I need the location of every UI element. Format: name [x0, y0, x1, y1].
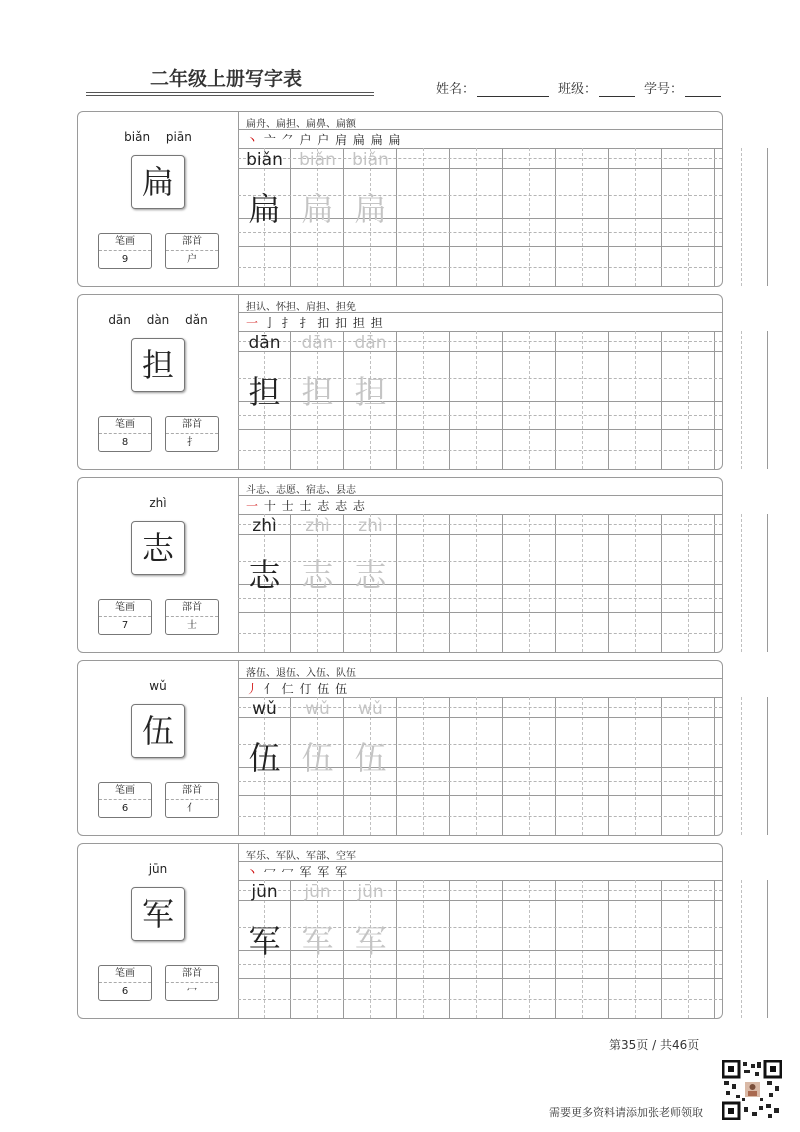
char-display: 志: [131, 521, 185, 575]
char-trace: 志: [301, 556, 334, 594]
pinyin-trace: dān: [301, 333, 334, 353]
char-model: 伍: [248, 739, 281, 777]
stroke-order: [246, 680, 348, 697]
char-info-panel: [78, 112, 239, 286]
writing-cell[interactable]: [715, 148, 768, 286]
stroke-count-label: 笔画: [99, 600, 151, 617]
writing-grid[interactable]: [238, 697, 722, 835]
class-blank[interactable]: [599, 84, 635, 97]
char-trace: 担: [354, 373, 387, 411]
practice-panel: [238, 478, 722, 652]
pinyin-model: dān: [248, 333, 281, 353]
stroke-count-label: 笔画: [99, 234, 151, 251]
writing-cell[interactable]: [715, 880, 768, 1018]
example-words: 斗志、志愿、宿志、县志: [246, 485, 356, 496]
example-words: 担认、怀担、肩担、担免: [246, 302, 356, 313]
stroke-count-box: [98, 965, 152, 1001]
title-underline: [86, 92, 374, 93]
example-words: 军乐、军队、军部、空军: [246, 851, 356, 862]
practice-panel: [238, 295, 722, 469]
char-display: 军: [131, 887, 185, 941]
pinyin-model: wǔ: [252, 699, 277, 719]
stroke-count-box: [98, 416, 152, 452]
stroke-order: [246, 497, 366, 514]
name-label: 姓名：: [436, 82, 476, 97]
stroke-count: 9: [121, 254, 129, 265]
writing-grid[interactable]: [238, 148, 722, 286]
char-display: 伍: [131, 704, 185, 758]
name-field[interactable]: [436, 78, 549, 97]
char-model: 军: [248, 922, 281, 960]
char-trace: 扁: [301, 190, 334, 228]
pinyin-trace: biǎn: [299, 150, 336, 170]
radical-box: [165, 416, 219, 452]
radical-box: [165, 965, 219, 1001]
student-no-label: 学号：: [644, 82, 684, 97]
stroke-order-rest: 亻 仁 仃 伍 伍: [263, 682, 349, 696]
footer-note: 需要更多资料请添加张老师领取: [549, 1106, 703, 1119]
stroke-count-box: [98, 233, 152, 269]
stroke-order: [246, 314, 384, 331]
pinyin-trace: wǔ: [358, 699, 383, 719]
stroke-order-first: 丶: [246, 865, 260, 879]
writing-grid[interactable]: [238, 514, 722, 652]
radical: 士: [187, 620, 197, 631]
char-info-panel: [78, 295, 239, 469]
stroke-order: [246, 131, 402, 148]
char-model: 担: [248, 373, 281, 411]
qr-code-icon: [722, 1060, 782, 1120]
stroke-order-rest: 亠 ⺈ 户 户 肩 扁 扁 扁: [263, 133, 402, 147]
radical-label: 部首: [166, 234, 218, 251]
pinyin-all: biǎn piān: [124, 130, 192, 144]
char-info-panel: [78, 478, 239, 652]
pinyin-model: biǎn: [246, 150, 283, 170]
name-blank[interactable]: [477, 84, 549, 97]
stroke-count: 7: [121, 620, 129, 631]
stroke-order-rest: 十 士 士 志 志 志: [263, 499, 366, 513]
radical-label: 部首: [166, 783, 218, 800]
title-underline-2: [86, 95, 374, 96]
char-trace: 扁: [354, 190, 387, 228]
writing-grid[interactable]: [238, 331, 722, 469]
pinyin-model: zhì: [252, 516, 277, 536]
radical-box: [165, 782, 219, 818]
writing-cell[interactable]: [715, 514, 768, 652]
writing-cell[interactable]: [715, 331, 768, 469]
pinyin-all: dān dàn dǎn: [108, 313, 208, 327]
pinyin-trace: zhì: [358, 516, 383, 536]
char-trace: 军: [301, 922, 334, 960]
char-trace: 军: [354, 922, 387, 960]
pinyin-trace: biǎn: [352, 150, 389, 170]
pinyin-all: zhì: [149, 496, 167, 510]
stroke-count-label: 笔画: [99, 783, 151, 800]
char-info-panel: [78, 844, 239, 1018]
radical-box: [165, 233, 219, 269]
pinyin-trace: jūn: [304, 882, 331, 902]
writing-cell[interactable]: [715, 697, 768, 835]
class-field[interactable]: [558, 78, 635, 97]
pinyin-trace: dān: [354, 333, 387, 353]
radical-label: 部首: [166, 417, 218, 434]
stroke-order-first: 一: [246, 316, 260, 330]
char-model: 志: [248, 556, 281, 594]
char-model: 扁: [248, 190, 281, 228]
radical: 户: [187, 254, 197, 265]
char-card: [77, 477, 723, 653]
char-display: 担: [131, 338, 185, 392]
char-card: [77, 660, 723, 836]
char-display: 扁: [131, 155, 185, 209]
radical-label: 部首: [166, 600, 218, 617]
stroke-order: [246, 863, 348, 880]
stroke-count-label: 笔画: [99, 417, 151, 434]
char-trace: 志: [354, 556, 387, 594]
char-card: [77, 111, 723, 287]
example-words: 落伍、退伍、入伍、队伍: [246, 668, 356, 679]
stroke-count: 6: [121, 803, 129, 814]
page-number: 第35页 / 共46页: [609, 1038, 700, 1052]
pinyin-model: jūn: [251, 882, 278, 902]
stroke-count: 8: [121, 437, 129, 448]
stroke-order-first: 丿: [246, 682, 260, 696]
pinyin-trace: wǔ: [305, 699, 330, 719]
stroke-order-rest: 冖 冖 军 军 军: [263, 865, 349, 879]
page-title: 二年级上册写字表: [150, 68, 303, 90]
radical: 冖: [187, 986, 197, 997]
stroke-count: 6: [121, 986, 129, 997]
practice-panel: [238, 661, 722, 835]
writing-grid[interactable]: [238, 880, 722, 1018]
char-trace: 伍: [354, 739, 387, 777]
pinyin-trace: jūn: [357, 882, 384, 902]
stroke-count-label: 笔画: [99, 966, 151, 983]
radical-box: [165, 599, 219, 635]
stroke-order-rest: 亅 扌 扌 扣 扣 担 担: [263, 316, 384, 330]
char-card: [77, 294, 723, 470]
class-label: 班级：: [558, 82, 598, 97]
stroke-order-first: 丶: [246, 133, 260, 147]
stroke-count-box: [98, 782, 152, 818]
radical: 亻: [187, 803, 197, 814]
char-trace: 担: [301, 373, 334, 411]
example-words: 扁舟、扁担、扁鼻、扁额: [246, 119, 356, 130]
char-card: [77, 843, 723, 1019]
radical-label: 部首: [166, 966, 218, 983]
pinyin-all: wǔ: [149, 679, 167, 693]
stroke-count-box: [98, 599, 152, 635]
stroke-order-first: 一: [246, 499, 260, 513]
student-no-blank[interactable]: [685, 84, 721, 97]
practice-panel: [238, 844, 722, 1018]
char-trace: 伍: [301, 739, 334, 777]
radical: 扌: [187, 437, 197, 448]
pinyin-trace: zhì: [305, 516, 330, 536]
char-info-panel: [78, 661, 239, 835]
student-no-field[interactable]: [644, 78, 721, 97]
pinyin-all: jūn: [148, 862, 168, 876]
practice-panel: [238, 112, 722, 286]
